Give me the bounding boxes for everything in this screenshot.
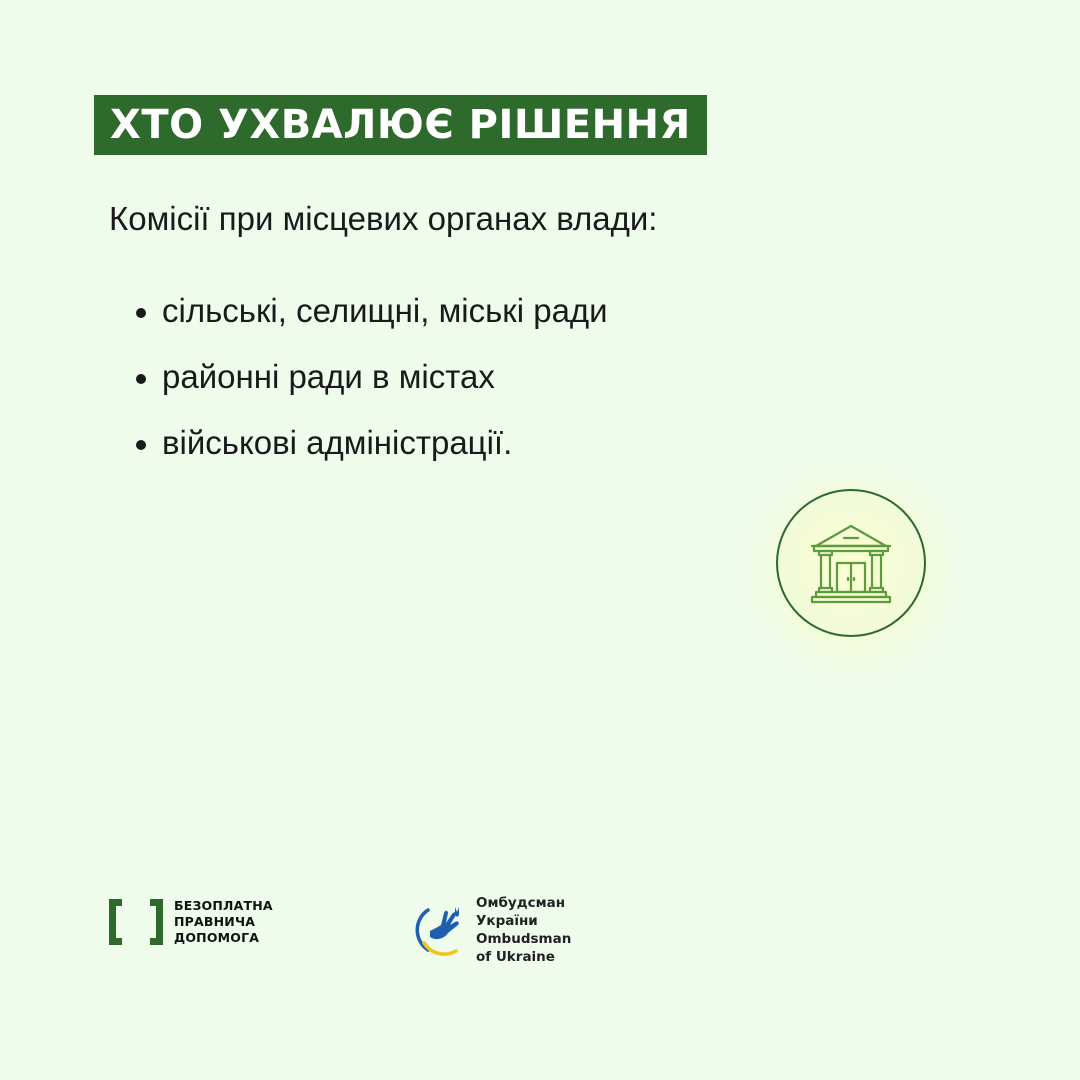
logo-text-line2: ПРАВНИЧА ДОПОМОГА bbox=[174, 914, 260, 945]
title-banner bbox=[94, 95, 707, 155]
icon-badge bbox=[776, 489, 926, 637]
page-title: ХТО УХВАЛЮЄ РІШЕННЯ bbox=[110, 102, 691, 148]
logo-text-line2: Ombudsman of Ukraine bbox=[476, 931, 572, 965]
bullet-icon bbox=[136, 374, 146, 384]
ombudsman-emblem-icon bbox=[412, 901, 470, 959]
list-item-text: сільські, селищні, міські ради bbox=[162, 292, 608, 329]
list-item bbox=[136, 278, 608, 344]
list-item-text: районні ради в містах bbox=[162, 358, 495, 395]
list-item-text: військові адміністрації. bbox=[162, 424, 513, 461]
free-legal-aid-logo bbox=[107, 897, 273, 947]
bullet-icon bbox=[136, 440, 146, 450]
intro-text: Комісії при місцевих органах влади: bbox=[109, 200, 658, 237]
bullet-icon bbox=[136, 308, 146, 318]
logo-text-line1: Омбудсман України bbox=[476, 895, 566, 929]
authority-list bbox=[136, 278, 608, 476]
list-item bbox=[136, 410, 608, 476]
list-item bbox=[136, 344, 608, 410]
government-building-icon bbox=[806, 518, 896, 608]
bracket-logo-icon bbox=[107, 897, 165, 947]
ombudsman-logo bbox=[412, 894, 571, 966]
logo-text-line1: БЕЗОПЛАТНА bbox=[174, 898, 273, 913]
